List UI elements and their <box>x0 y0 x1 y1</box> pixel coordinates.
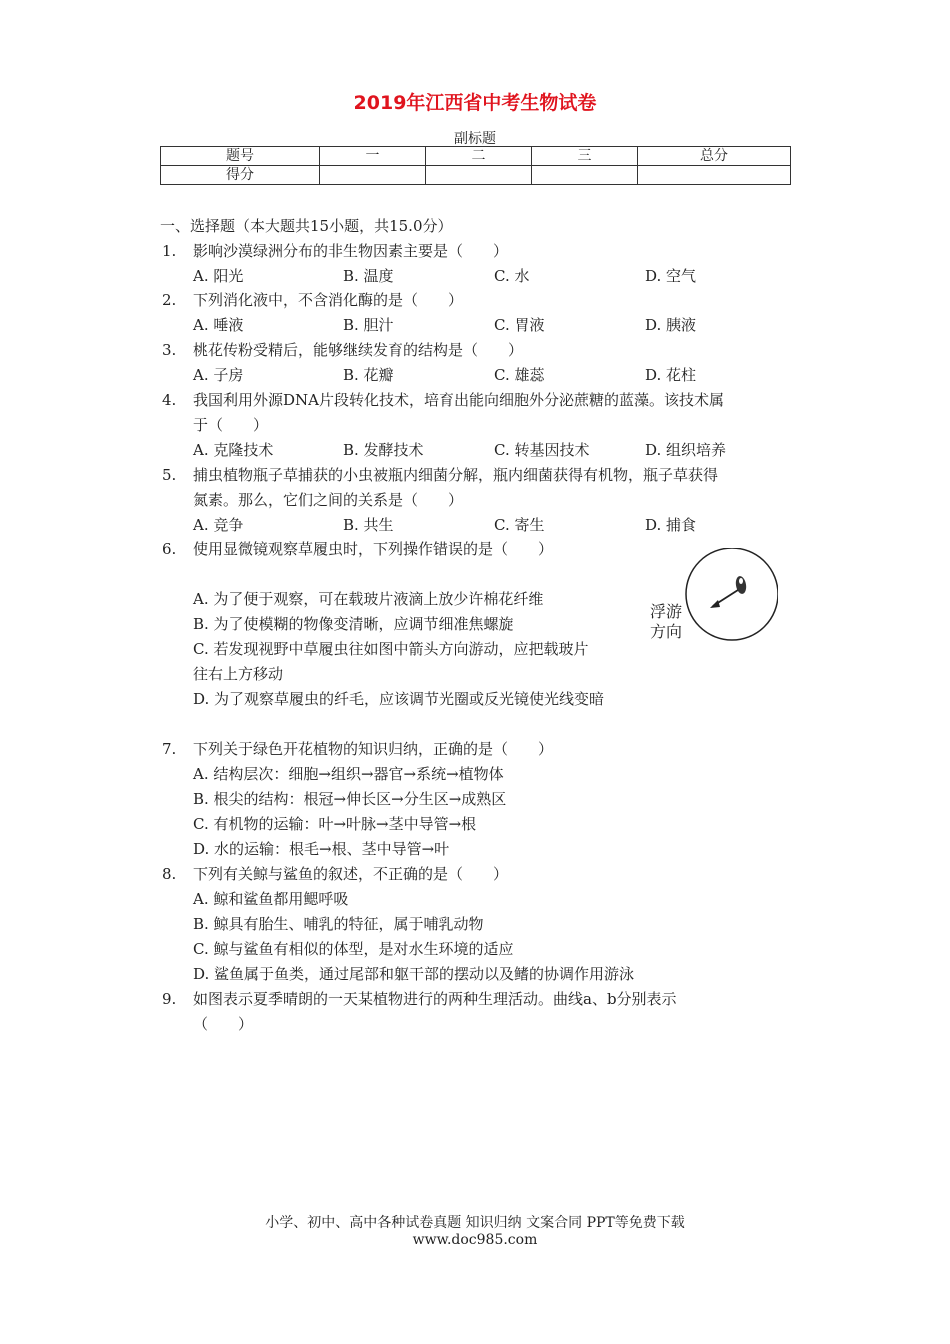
option-b: B. 为了使模糊的物像变清晰，应调节细准焦螺旋 <box>193 615 514 633</box>
score-row-label: 得分 <box>161 166 320 185</box>
subtitle: 副标题 <box>454 131 496 147</box>
score-header-cell: 三 <box>532 147 638 166</box>
option-c: C. 胃液 <box>494 316 545 334</box>
option-b: B. 胆汁 <box>343 316 394 334</box>
question-text: 使用显微镜观察草履虫时，下列操作错误的是（ ） <box>193 540 554 558</box>
option-d: D. 组织培养 <box>645 441 727 459</box>
question-text: 桃花传粉受精后，能够继续发育的结构是（ ） <box>193 341 524 359</box>
score-table <box>160 146 791 185</box>
option-a: A. 克隆技术 <box>193 441 274 459</box>
option-c: C. 有机物的运输：叶→叶脉→茎中导管→根 <box>193 815 477 833</box>
question-text: 我国利用外源DNA片段转化技术，培育出能向细胞外分泌蔗糖的蓝藻。该技术属 <box>193 391 724 409</box>
question-text: 影响沙漠绿洲分布的非生物因素主要是（ ） <box>193 242 509 260</box>
option-a: A. 子房 <box>193 366 244 384</box>
microscope-view-figure <box>648 548 778 648</box>
option-b: B. 温度 <box>343 267 394 285</box>
score-header-cell: 二 <box>426 147 532 166</box>
option-d: D. 鲨鱼属于鱼类，通过尾部和躯干部的摆动以及鳍的协调作用游泳 <box>193 965 635 983</box>
option-a: A. 为了便于观察，可在载玻片液滴上放少许棉花纤维 <box>193 590 544 608</box>
figure-label-line2: 方向 <box>650 622 683 641</box>
footer-text: 小学、初中、高中各种试卷真题 知识归纳 文案合同 PPT等免费下载 <box>265 1215 685 1231</box>
option-b: B. 根尖的结构：根冠→伸长区→分生区→成熟区 <box>193 790 507 808</box>
question-text-continued: 于（ ） <box>193 416 269 434</box>
score-header-cell: 总分 <box>638 147 791 166</box>
option-a: A. 鲸和鲨鱼都用鳃呼吸 <box>193 890 349 908</box>
score-header-cell: 题号 <box>161 147 320 166</box>
option-c: C. 雄蕊 <box>494 366 545 384</box>
option-a: A. 阳光 <box>193 267 244 285</box>
question-number: 2. <box>162 291 177 309</box>
score-cell[interactable] <box>638 166 791 185</box>
option-c: C. 水 <box>494 267 530 285</box>
question-number: 4. <box>162 391 177 409</box>
question-text: 捕虫植物瓶子草捕获的小虫被瓶内细菌分解，瓶内细菌获得有机物，瓶子草获得 <box>193 466 719 484</box>
question-text: 下列有关鲸与鲨鱼的叙述，不正确的是（ ） <box>193 865 509 883</box>
figure-label-line1: 浮游 <box>650 602 683 621</box>
option-b: B. 花瓣 <box>343 366 394 384</box>
question-number: 3. <box>162 341 177 359</box>
question-text: 下列消化液中，不含消化酶的是（ ） <box>193 291 464 309</box>
option-b: B. 鲸具有胎生、哺乳的特征，属于哺乳动物 <box>193 915 484 933</box>
score-table-score-row <box>161 166 791 185</box>
footer-url[interactable]: www.doc985.com <box>412 1232 538 1248</box>
option-c: C. 若发现视野中草履虫往如图中箭头方向游动，应把载玻片 <box>193 640 589 658</box>
option-d: D. 花柱 <box>645 366 697 384</box>
question-text: 下列关于绿色开花植物的知识归纳，正确的是（ ） <box>193 740 554 758</box>
option-c-continued: 往右上方移动 <box>193 665 284 683</box>
arrow-head-icon <box>710 600 720 608</box>
question-number: 1. <box>162 242 177 260</box>
score-cell[interactable] <box>426 166 532 185</box>
question-number: 8. <box>162 865 177 883</box>
question-number: 5. <box>162 466 177 484</box>
option-a: A. 竞争 <box>193 516 244 534</box>
question-number: 9. <box>162 990 177 1008</box>
option-d: D. 空气 <box>645 267 697 285</box>
score-header-cell: 一 <box>320 147 426 166</box>
option-a: A. 唾液 <box>193 316 244 334</box>
score-cell[interactable] <box>532 166 638 185</box>
option-b: B. 发酵技术 <box>343 441 424 459</box>
score-cell[interactable] <box>320 166 426 185</box>
option-b: B. 共生 <box>343 516 394 534</box>
option-c: C. 鲸与鲨鱼有相似的体型，是对水生环境的适应 <box>193 940 514 958</box>
score-table-header-row <box>161 147 791 166</box>
page-title: 2019年江西省中考生物试卷 <box>353 92 597 114</box>
option-d: D. 为了观察草履虫的纤毛，应该调节光圈或反光镜使光线变暗 <box>193 690 605 708</box>
option-c: C. 寄生 <box>494 516 545 534</box>
question-number: 6. <box>162 540 177 558</box>
option-d: D. 胰液 <box>645 316 697 334</box>
section-heading: 一、选择题（本大题共15小题，共15.0分） <box>160 217 453 235</box>
figure-label <box>650 602 682 642</box>
option-a: A. 结构层次：细胞→组织→器官→系统→植物体 <box>193 765 504 783</box>
question-text: 如图表示夏季晴朗的一天某植物进行的两种生理活动。曲线a、b分别表示 <box>193 990 677 1008</box>
option-d: D. 捕食 <box>645 516 697 534</box>
question-text-continued: （ ） <box>193 1015 254 1033</box>
question-text-continued: 氮素。那么，它们之间的关系是（ ） <box>193 491 464 509</box>
option-d: D. 水的运输：根毛→根、茎中导管→叶 <box>193 840 450 858</box>
question-number: 7. <box>162 740 177 758</box>
option-c: C. 转基因技术 <box>494 441 590 459</box>
